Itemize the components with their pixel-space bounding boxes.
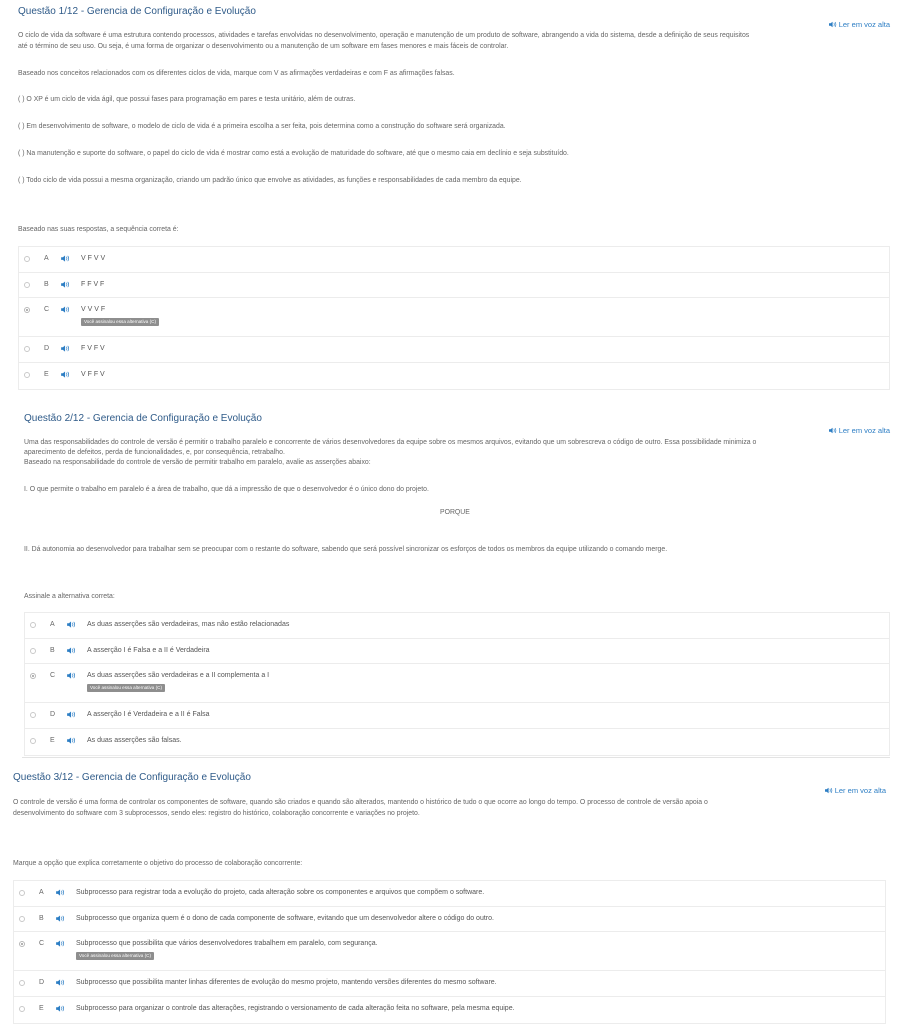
speaker-icon[interactable] (61, 345, 70, 352)
question-3 (13, 772, 886, 1027)
option-letter: E (39, 1005, 44, 1012)
section-divider (22, 757, 890, 758)
option-e[interactable] (19, 363, 889, 390)
option-d[interactable] (14, 971, 885, 997)
speaker-icon[interactable] (56, 915, 65, 922)
speaker-icon[interactable] (61, 371, 70, 378)
option-b[interactable] (19, 273, 889, 298)
question-title: Questão 2/12 - Gerencia de Configuração e Evolução (24, 413, 262, 424)
option-letter: E (50, 737, 55, 744)
option-text: Subprocesso que possibilita que vários desenvolvedores trabalhem em paralelo, com segurança. (76, 940, 378, 947)
option-text: As duas asserções são verdadeiras, mas não estão relacionadas (87, 621, 290, 628)
radio-button[interactable] (24, 256, 30, 262)
radio-button[interactable] (30, 738, 36, 744)
speaker-icon[interactable] (61, 255, 70, 262)
speaker-icon (825, 787, 833, 794)
selected-answer-badge: Você assinalou essa alternativa (C) (76, 952, 154, 960)
option-d[interactable] (25, 703, 889, 729)
question-intro-line: desenvolvimento do software com 3 subprocessos, sendo eles: registro do histórico, colaboração concorrente e variações no projeto. (13, 810, 420, 817)
statement: ( ) Todo ciclo de vida possui a mesma organização, criando um padrão único que envolve as atividades, as funções e responsabilidades de cada membro da equipe. (18, 177, 522, 184)
radio-button[interactable] (24, 282, 30, 288)
speaker-icon[interactable] (61, 306, 70, 313)
question-title: Questão 3/12 - Gerencia de Configuração e Evolução (13, 772, 251, 783)
porque-label: PORQUE (440, 509, 470, 516)
speaker-icon[interactable] (56, 889, 65, 896)
question-intro-line: O ciclo de vida da software é uma estrutura contendo processos, atividades e tarefas envolvidas no desenvolvimento, operação e manutenção de um produto de software, abrangendo a vida do sistema, desde a definição de seus requisitos (18, 32, 750, 39)
radio-button[interactable] (19, 890, 25, 896)
option-text: Subprocesso para organizar o controle das alterações, registrando o versionamento de cada alteração feita no software, pela mesma equipe. (76, 1005, 515, 1012)
read-aloud-button[interactable] (829, 20, 890, 29)
assertion-2: II. Dá autonomia ao desenvolvedor para trabalhar sem se preocupar com o restante do software, sabendo que será possível sincronizar os esforços de todos os membros da equipe utilizando o comando merge. (24, 546, 668, 553)
option-a[interactable] (25, 613, 889, 639)
read-aloud-label: Ler em voz alta (838, 426, 890, 435)
option-b[interactable] (25, 639, 889, 664)
question-intro-line: O controle de versão é uma forma de controlar os componentes de software, quando são criados e quando são alterados, mantendo o histórico de tudo o que ocorre ao longo do tempo. O processo de controle de versão apoia o (13, 799, 708, 806)
option-c[interactable] (19, 298, 889, 337)
option-c[interactable] (14, 932, 885, 971)
option-letter: B (44, 281, 49, 288)
option-text: F V F V (81, 345, 105, 352)
option-a[interactable] (19, 247, 889, 273)
option-letter: D (39, 979, 45, 986)
option-letter: C (44, 306, 50, 313)
option-text: Subprocesso para registrar toda a evolução do projeto, cada alteração sobre os componentes e arquivos que compõem o software. (76, 889, 485, 896)
speaker-icon[interactable] (67, 647, 76, 654)
option-b[interactable] (14, 907, 885, 932)
option-text: As duas asserções são falsas. (87, 737, 182, 744)
radio-button[interactable] (30, 622, 36, 628)
question-intro-line: até o término de seu uso. Ou seja, é uma forma de organizar o desenvolvimento ou a manutenção de um software em fases menores e mais fáceis de controlar. (18, 43, 509, 50)
question-title: Questão 1/12 - Gerencia de Configuração e Evolução (18, 6, 256, 17)
option-letter: C (39, 940, 45, 947)
option-letter: D (50, 711, 56, 718)
options-list (13, 880, 886, 1024)
speaker-icon[interactable] (61, 281, 70, 288)
read-aloud-label: Ler em voz alta (834, 786, 886, 795)
question-2 (24, 413, 890, 757)
speaker-icon[interactable] (56, 979, 65, 986)
question-intro-line: Uma das responsabilidades do controle de versão é permitir o trabalho paralelo e concorrente de vários desenvolvedores da equipe sobre os mesmos arquivos, evitando que um sobrescreva o código de outro. Essa possibilidade minimiza o (24, 439, 757, 446)
option-text: As duas asserções são verdadeiras e a II complementa a I (87, 672, 270, 679)
read-aloud-label: Ler em voz alta (838, 20, 890, 29)
read-aloud-button[interactable] (829, 426, 890, 435)
option-letter: A (39, 889, 44, 896)
option-letter: B (50, 647, 55, 654)
question-intro-line: Baseado na responsabilidade do controle de versão de permitir trabalho em paralelo, avalie as asserções abaixo: (24, 459, 371, 466)
question-prompt: Marque a opção que explica corretamente o objetivo do processo de colaboração concorrente: (13, 860, 303, 867)
speaker-icon[interactable] (67, 711, 76, 718)
statement: ( ) O XP é um ciclo de vida ágil, que possui fases para programação em pares e testa unitário, além de outras. (18, 96, 356, 103)
option-letter: D (44, 345, 50, 352)
read-aloud-button[interactable] (825, 786, 886, 795)
option-text: V V V F (81, 306, 106, 313)
option-letter: C (50, 672, 56, 679)
speaker-icon[interactable] (67, 737, 76, 744)
option-text: A asserção I é Falsa e a II é Verdadeira (87, 647, 210, 654)
option-text: A asserção I é Verdadeira e a II é Falsa (87, 711, 210, 718)
radio-button-selected[interactable] (30, 673, 36, 679)
option-text: Subprocesso que organiza quem é o dono de cada componente de software, evitando que um desenvolvedor altere o código do outro. (76, 915, 494, 922)
radio-button[interactable] (19, 916, 25, 922)
assertion-1: I. O que permite o trabalho em paralelo é a área de trabalho, que dá a impressão de que o desenvolvedor é o único dono do projeto. (24, 486, 429, 493)
option-c[interactable] (25, 664, 889, 703)
option-text: V F V V (81, 255, 106, 262)
question-1 (18, 6, 890, 390)
option-letter: E (44, 371, 49, 378)
selected-answer-badge: Você assinalou essa alternativa (C) (87, 684, 165, 692)
speaker-icon[interactable] (67, 672, 76, 679)
speaker-icon (829, 21, 837, 28)
option-e[interactable] (14, 997, 885, 1024)
radio-button[interactable] (19, 980, 25, 986)
speaker-icon[interactable] (56, 940, 65, 947)
radio-button[interactable] (24, 372, 30, 378)
question-prompt: Assinale a alternativa correta: (24, 593, 115, 600)
question-intro-line: aparecimento de defeitos, perda de funcionalidades, e, por consequência, retrabalho. (24, 449, 285, 456)
option-a[interactable] (14, 881, 885, 907)
option-letter: A (44, 255, 49, 262)
question-instruction: Baseado nos conceitos relacionados com os diferentes ciclos de vida, marque com V as afirmações verdadeiras e com F as afirmações falsas. (18, 70, 455, 77)
question-prompt: Baseado nas suas respostas, a sequência correta é: (18, 226, 179, 233)
option-e[interactable] (25, 729, 889, 756)
statement: ( ) Na manutenção e suporte do software, o papel do ciclo de vida é mostrar como está a evolução de maturidade do software, até que o mesmo caia em declínio e seja substituído. (18, 150, 569, 157)
options-list (18, 246, 890, 390)
selected-answer-badge: Você assinalou essa alternativa (C) (81, 318, 159, 326)
radio-button[interactable] (19, 1006, 25, 1012)
radio-button[interactable] (24, 346, 30, 352)
option-text: Subprocesso que possibilita manter linhas diferentes de evolução do mesmo projeto, mantendo versões diferentes do mesmo software. (76, 979, 497, 986)
radio-button[interactable] (30, 712, 36, 718)
option-d[interactable] (19, 337, 889, 363)
radio-button[interactable] (30, 648, 36, 654)
speaker-icon[interactable] (67, 621, 76, 628)
radio-button-selected[interactable] (24, 307, 30, 313)
radio-button-selected[interactable] (19, 941, 25, 947)
option-letter: B (39, 915, 44, 922)
option-text: V F F V (81, 371, 105, 378)
option-letter: A (50, 621, 55, 628)
speaker-icon[interactable] (56, 1005, 65, 1012)
options-list (24, 612, 890, 756)
statement: ( ) Em desenvolvimento de software, o modelo de ciclo de vida é a primeira escolha a ser feita, pois determina como a construção do software será organizada. (18, 123, 506, 130)
option-text: F F V F (81, 281, 105, 288)
speaker-icon (829, 427, 837, 434)
